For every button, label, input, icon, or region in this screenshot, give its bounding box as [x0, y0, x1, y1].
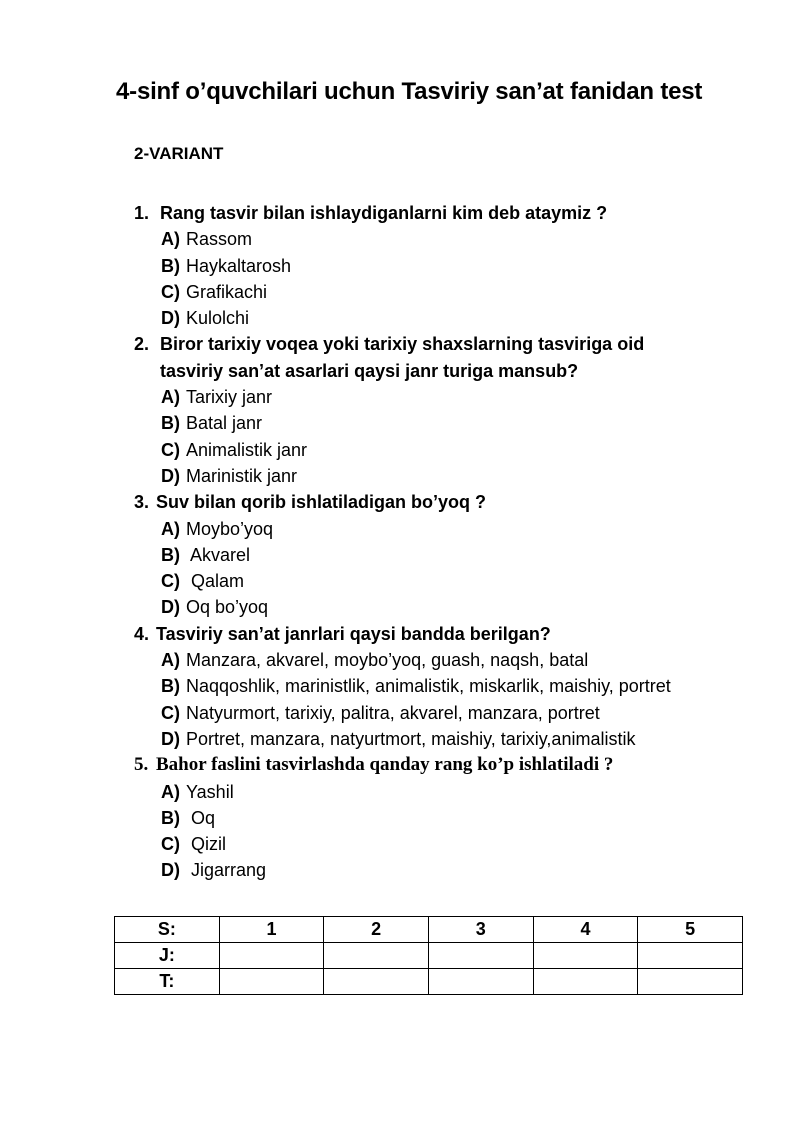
- option-5a: A) Yashil: [161, 781, 234, 802]
- option-4b: B) Naqqoshlik, marinistlik, animalistik, miskarlik, maishiy, portret: [161, 676, 671, 697]
- table-cell: T:: [115, 969, 220, 995]
- table-cell: 4: [533, 917, 638, 943]
- answer-cell[interactable]: [219, 943, 324, 969]
- option-4c: C) Natyurmort, tarixiy, palitra, akvarel, manzara, portret: [161, 702, 600, 723]
- page-title: 4-sinf o’quvchilari uchun Tasviriy san’at fanidan test: [116, 78, 703, 105]
- table-row: [115, 943, 743, 969]
- option-2a: A) Tarixiy janr: [161, 387, 273, 408]
- option-2d: D) Marinistik janr: [161, 465, 298, 486]
- question-3: [134, 489, 754, 515]
- table-cell: S:: [115, 917, 220, 943]
- option-5b: B) Oq: [161, 807, 216, 828]
- option-3d: D) Oq bo’yoq: [161, 597, 269, 618]
- answer-cell[interactable]: [533, 969, 638, 995]
- question-text: Suv bilan qorib ishlatiladigan bo’yoq ?: [156, 492, 487, 513]
- question-text: Biror tarixiy voqea yoki tarixiy shaxslarning tasviriga oid: [160, 334, 645, 355]
- option-5d: D) Jigarrang: [161, 860, 267, 881]
- answer-cell[interactable]: [638, 969, 743, 995]
- table-row: [115, 969, 743, 995]
- table-cell: 2: [324, 917, 429, 943]
- option-1b: B) Haykaltarosh: [161, 255, 292, 276]
- answer-cell[interactable]: [324, 943, 429, 969]
- question-number: 5.: [134, 754, 149, 776]
- option-1d: D) Kulolchi: [161, 308, 250, 329]
- table-cell: 1: [219, 917, 324, 943]
- variant-label: 2-VARIANT: [134, 144, 224, 163]
- answer-cell[interactable]: [219, 969, 324, 995]
- option-3a: A) Moybo’yoq: [161, 518, 274, 539]
- table-row: [115, 917, 743, 943]
- answer-cell[interactable]: [324, 969, 429, 995]
- table-cell: 5: [638, 917, 743, 943]
- question-list: [134, 200, 754, 884]
- answer-cell[interactable]: [428, 943, 533, 969]
- question-number: 3.: [134, 492, 150, 513]
- option-3c: C) Qalam: [161, 571, 245, 592]
- option-3b: B) Akvarel: [161, 544, 251, 565]
- question-text: Bahor faslini tasvirlashda qanday rang ko’p ishlatiladi ?: [156, 754, 614, 776]
- question-text: Tasviriy san’at janrlari qaysi bandda berilgan?: [156, 623, 551, 644]
- answer-cell[interactable]: [428, 969, 533, 995]
- question-number: 4.: [134, 623, 150, 644]
- question-number: 1.: [134, 203, 150, 223]
- question-2: [134, 331, 754, 357]
- option-5c: C) Qizil: [161, 834, 226, 855]
- option-1c: C) Grafikachi: [161, 281, 268, 302]
- question-4: [134, 621, 754, 647]
- question-2-continued: tasviriy san’at asarlari qaysi janr turiga mansub?: [160, 360, 579, 381]
- option-1a: A) Rassom: [161, 229, 253, 250]
- question-text: Rang tasvir bilan ishlaydiganlarni kim deb ataymiz ?: [160, 203, 608, 223]
- question-number: 2.: [134, 334, 150, 355]
- question-5: [134, 752, 754, 778]
- question-1: [134, 200, 754, 226]
- answer-table: [114, 916, 743, 995]
- answer-cell[interactable]: [638, 943, 743, 969]
- table-cell: J:: [115, 943, 220, 969]
- option-2b: B) Batal janr: [161, 413, 263, 434]
- option-2c: C) Animalistik janr: [161, 439, 308, 460]
- answer-cell[interactable]: [533, 943, 638, 969]
- option-4a: A) Manzara, akvarel, moybo’yoq, guash, naqsh, batal: [161, 650, 589, 671]
- table-cell: 3: [428, 917, 533, 943]
- option-4d: D) Portret, manzara, natyurtmort, maishiy, tarixiy,animalistik: [161, 728, 636, 749]
